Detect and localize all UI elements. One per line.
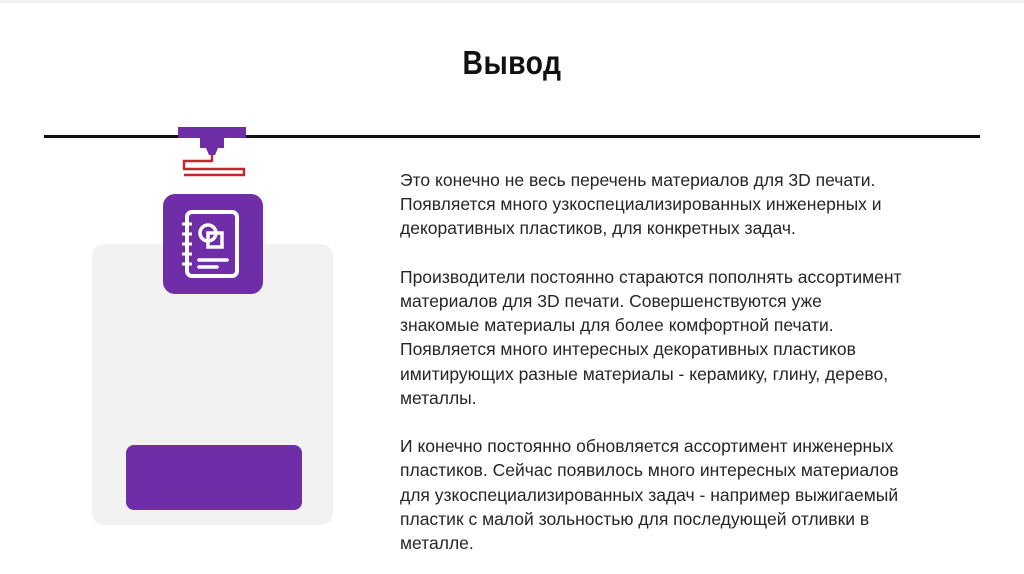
paragraph-3: И конечно постоянно обновляется ассортимент инженерных пластиков. Сейчас появилось много интересных материалов для узкоспециализированных задач - например выжигаемый пластик с малой зольностью для последующей отливки в металле. <box>400 436 899 554</box>
3d-printer-nozzle-icon <box>170 127 260 183</box>
accent-block <box>126 445 302 510</box>
body-text <box>400 168 1000 555</box>
notebook-design-icon <box>163 194 263 294</box>
paragraph-1: Это конечно не весь перечень материалов для 3D печати. Появляется много узкоспециализированных инженерных и декоративных пластиков, для конкретных задач. <box>400 170 882 239</box>
paragraph-2: Производители постоянно стараются пополнять ассортимент материалов для 3D печати. Совершенствуются уже знакомые материалы для более комфортной печати. Появляется много интересных декоративных пластиков имитирующих разные материалы - керамику, глину, дерево, металлы. <box>400 266 902 408</box>
slide-title: Вывод <box>462 44 562 81</box>
top-border <box>0 0 1024 3</box>
